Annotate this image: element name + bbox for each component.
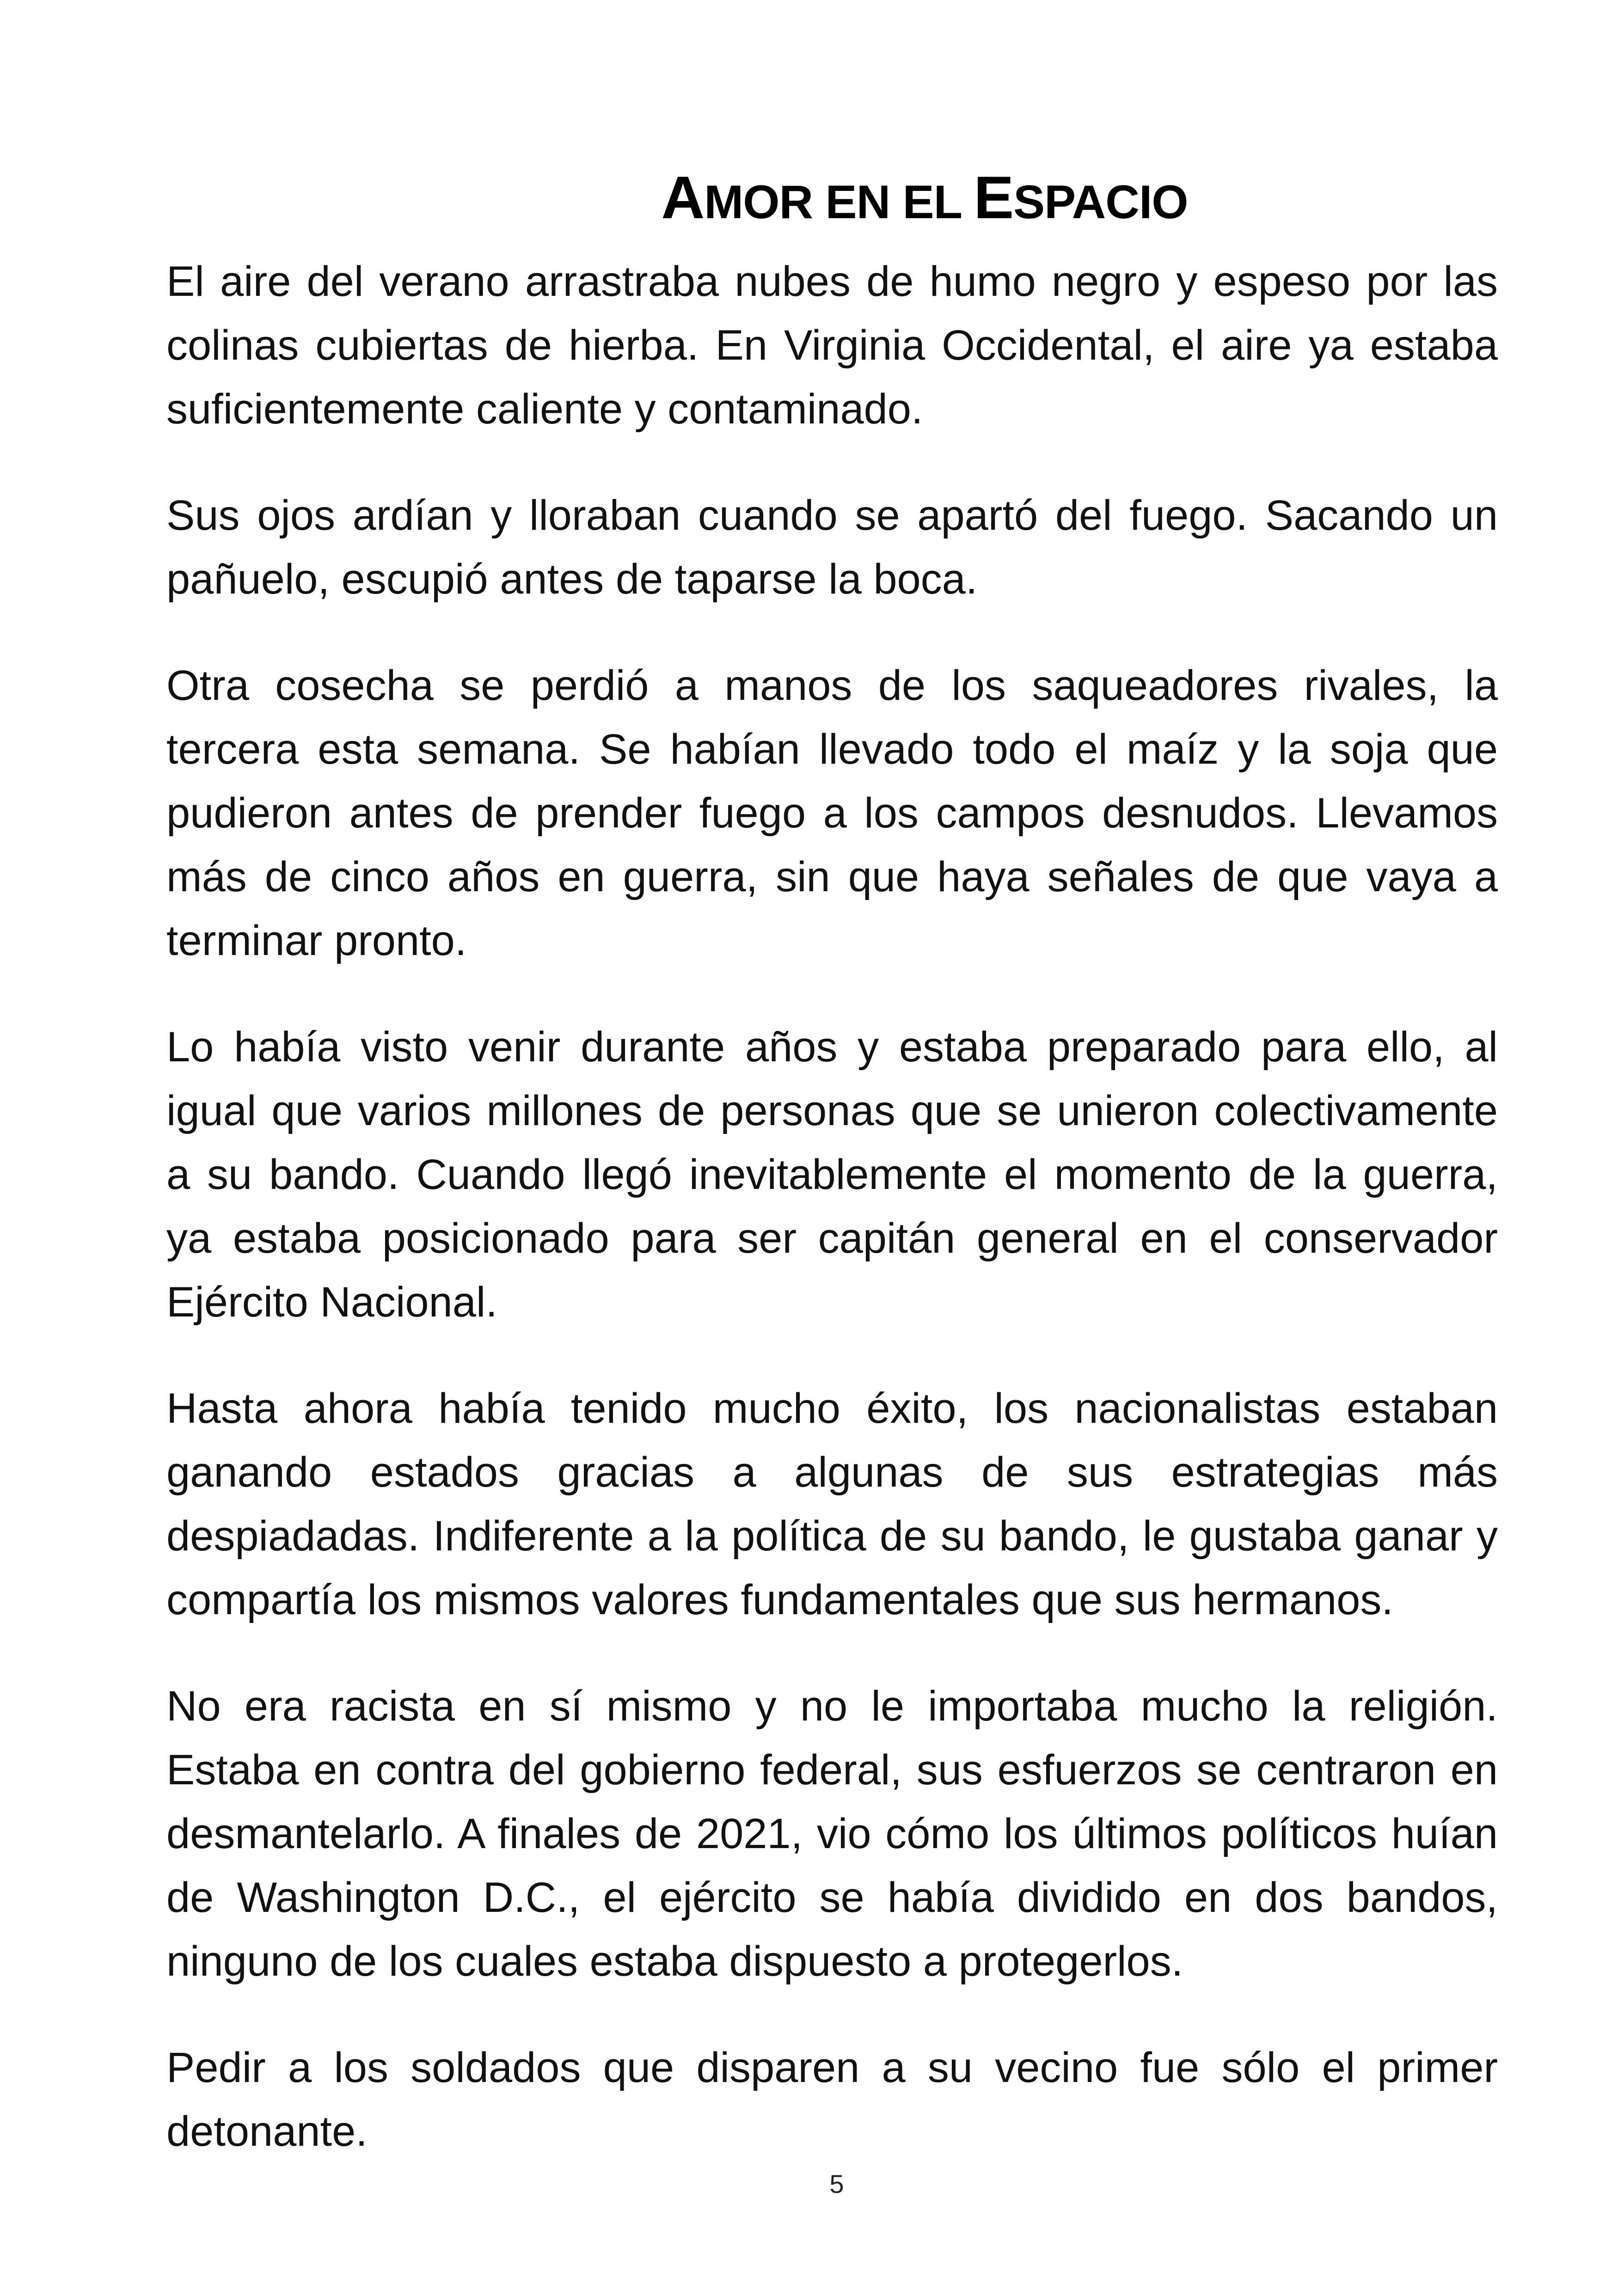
body-text [166, 250, 1498, 2206]
page-number: 5 [829, 2169, 844, 2198]
paragraph-7: Pedir a los soldados que disparen a su vecino fue sólo el primer detonante. [166, 2044, 1498, 2155]
title-smallcaps-1: MOR EN EL [704, 176, 974, 229]
chapter-title [116, 158, 1618, 241]
title-smallcaps-2: SPACIO [1013, 176, 1188, 229]
paragraph-1: El aire del verano arrastraba nubes de humo negro y espeso por las colinas cubiertas de hierba. En Virginia Occidental, el aire ya estaba suficientemente caliente y contaminado. [166, 258, 1498, 433]
title-initial-a: A [661, 164, 705, 232]
paragraph-2: Sus ojos ardían y lloraban cuando se apartó del fuego. Sacando un pañuelo, escupió antes de taparse la boca. [166, 492, 1498, 603]
paragraph-6: No era racista en sí mismo y no le importaba mucho la religión. Estaba en contra del gobierno federal, sus esfuerzos se centraron en desmantelarlo. A finales de 2021, vio cómo los últimos políticos huían de Washington D.C., el ejército se había dividido en dos bandos, ninguno de los cuales estaba dispuesto a protegerlos. [166, 1683, 1498, 1985]
title-initial-e: E [974, 164, 1014, 232]
paragraph-5: Hasta ahora había tenido mucho éxito, los nacionalistas estaban ganando estados gracias a algunas de sus estrategias más despiadadas. Indiferente a la política de su bando, le gustaba ganar y compartía los mismos valores fundamentales que sus hermanos. [166, 1385, 1498, 1623]
paragraph-3: Otra cosecha se perdió a manos de los saqueadores rivales, la tercera esta semana. Se habían llevado todo el maíz y la soja que pudieron antes de prender fuego a los campos desnudos. Llevamos más de cinco años en guerra, sin que haya señales de que vaya a terminar pronto. [166, 662, 1498, 964]
paragraph-4: Lo había visto venir durante años y estaba preparado para ello, al igual que varios millones de personas que se unieron colectivamente a su bando. Cuando llegó inevitablemente el momento de la guerra, ya estaba posicionado para ser capitán general en el conservador Ejército Nacional. [166, 1023, 1498, 1326]
